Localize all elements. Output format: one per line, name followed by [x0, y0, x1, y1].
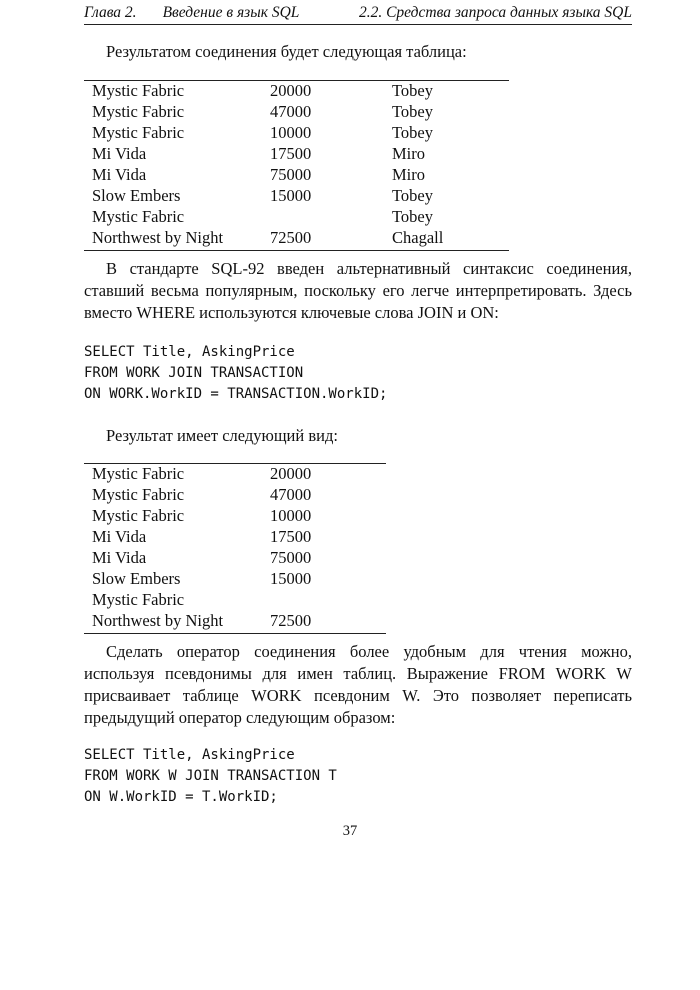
table-row: [84, 569, 386, 590]
artist-cell: Tobey: [392, 186, 434, 205]
price-cell: 72500: [270, 611, 312, 630]
artist-cell: Tobey: [392, 102, 434, 121]
title-cell: Northwest by Night: [92, 611, 224, 630]
price-cell: 20000: [270, 81, 312, 100]
header-left: [84, 4, 299, 22]
intro-paragraph-2: Результат имеет следующий вид:: [106, 426, 338, 445]
title-cell: Mystic Fabric: [92, 102, 185, 121]
title-cell: Mystic Fabric: [92, 464, 185, 483]
title-cell: Mystic Fabric: [92, 590, 185, 609]
artist-cell: Miro: [392, 165, 425, 184]
table-bottom-rule: [84, 633, 386, 634]
price-cell: 72500: [270, 228, 312, 247]
code-line: SELECT Title, AskingPrice: [84, 344, 295, 360]
code-line: ON W.WorkID = T.WorkID;: [84, 789, 278, 805]
price-cell: 20000: [270, 464, 312, 483]
table-row: [84, 186, 509, 207]
table-row: [84, 527, 386, 548]
price-cell: 17500: [270, 527, 312, 546]
artist-cell: Chagall: [392, 228, 444, 247]
price-cell: 15000: [270, 186, 312, 205]
section-title: 2.2. Средства запроса данных языка SQL: [358, 4, 632, 21]
sql-code-block-1: [84, 342, 387, 405]
title-cell: Mi Vida: [92, 527, 147, 546]
title-cell: Mi Vida: [92, 144, 147, 163]
code-line: ON WORK.WorkID = TRANSACTION.WorkID;: [84, 386, 388, 402]
price-cell: 47000: [270, 485, 312, 504]
code-line: FROM WORK JOIN TRANSACTION: [84, 365, 304, 381]
title-cell: Mi Vida: [92, 548, 147, 567]
page-number: 37: [342, 823, 358, 839]
join-syntax-paragraph: В стандарте SQL-92 введен альтернативный синтаксис соединения, ставший весьма популярным, поскольку его легче интерпретировать. Здесь вместо WHERE используются ключевые слова JOIN и ON:: [84, 259, 632, 322]
price-cell: 47000: [270, 102, 312, 121]
table-row: [84, 144, 509, 165]
artist-cell: Tobey: [392, 123, 434, 142]
running-header: [84, 0, 632, 24]
intro-paragraph-1: Результатом соединения будет следующая таблица:: [106, 42, 467, 61]
code-line: SELECT Title, AskingPrice: [84, 747, 295, 763]
table-row: [84, 81, 509, 102]
price-cell: 75000: [270, 548, 312, 567]
alias-paragraph: Сделать оператор соединения более удобным для чтения можно, используя псевдонимы для имен таблиц. Выражение FROM WORK W присваивает таблице WORK псевдоним W. Это позволяет переписать предыдущий оператор следующим образом:: [84, 642, 632, 727]
table-row: [84, 165, 509, 186]
header-rule: [84, 24, 632, 25]
table-row: [84, 590, 386, 611]
sql-code-block-2: [84, 745, 337, 808]
table-row: [84, 207, 509, 228]
table-row: [84, 123, 509, 144]
table-bottom-rule: [84, 250, 509, 251]
title-cell: Mystic Fabric: [92, 123, 185, 142]
artist-cell: Tobey: [392, 81, 434, 100]
table-row: [84, 228, 509, 249]
price-cell: 15000: [270, 569, 312, 588]
chapter-number: Глава 2.: [84, 4, 137, 21]
price-cell: 10000: [270, 506, 312, 525]
table-row: [84, 548, 386, 569]
table-row: [84, 102, 509, 123]
title-cell: Northwest by Night: [92, 228, 224, 247]
title-cell: Slow Embers: [92, 186, 181, 205]
artist-cell: Miro: [392, 144, 425, 163]
artist-cell: Tobey: [392, 207, 434, 226]
title-cell: Mystic Fabric: [92, 506, 185, 525]
price-cell: 10000: [270, 123, 312, 142]
title-cell: Mi Vida: [92, 165, 147, 184]
table-row: [84, 611, 386, 632]
table-row: [84, 485, 386, 506]
chapter-title: Введение в язык SQL: [162, 4, 300, 21]
title-cell: Slow Embers: [92, 569, 181, 588]
title-cell: Mystic Fabric: [92, 207, 185, 226]
price-cell: 17500: [270, 144, 312, 163]
price-cell: 75000: [270, 165, 312, 184]
table-row: [84, 506, 386, 527]
code-line: FROM WORK W JOIN TRANSACTION T: [84, 768, 337, 784]
title-cell: Mystic Fabric: [92, 485, 185, 504]
title-cell: Mystic Fabric: [92, 81, 185, 100]
table-row: [84, 464, 386, 485]
